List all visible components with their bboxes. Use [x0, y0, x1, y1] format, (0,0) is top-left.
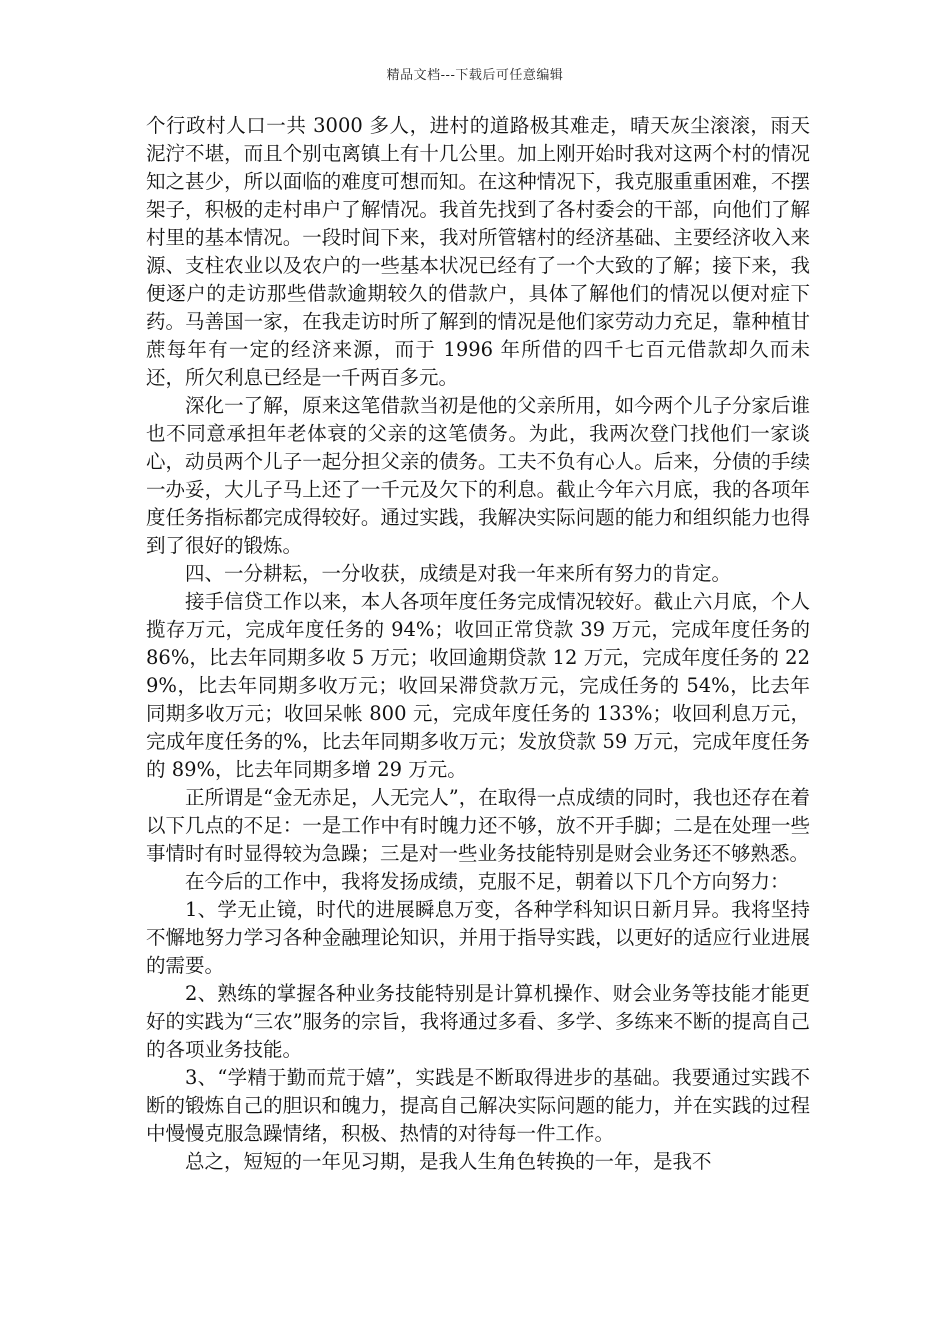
list-item-2: 2、熟练的掌握各种业务技能特别是计算机操作、财会业务等技能才能更好的实践为“三农”服务的宗旨，我将通过多看、多学、多练来不断的提高自己的各项业务技能。	[146, 982, 810, 1061]
paragraph-5: 在今后的工作中，我将发扬成绩，克服不足，朝着以下几个方向努力：	[185, 870, 790, 893]
paragraph-2: 深化一了解，原来这笔借款当初是他的父亲所用，如今两个儿子分家后谁也不同意承担年老体衰的父亲的这笔债务。为此，我两次登门找他们一家谈心，动员两个儿子一起分担父亲的债务。工夫不负有心人。后来，分债的手续一办妥，大儿子马上还了一千元及欠下的利息。截止今年六月底，我的各项年度任务指标都完成得较好。通过实践，我解决实际问题的能力和组织能力也得到了很好的锻炼。	[146, 394, 810, 557]
section-heading-4: 四、一分耕耘，一分收获，成绩是对我一年来所有努力的肯定。	[185, 562, 732, 585]
paragraph-6: 总之，短短的一年见习期，是我人生角色转换的一年，是我不	[185, 1150, 712, 1173]
paragraph-1: 个行政村人口一共 3000 多人，进村的道路极其难走，晴天灰尘滚滚，雨天泥泞不堪，而且个别屯离镇上有十几公里。加上刚开始时我对这两个村的情况知之甚少，所以面临的难度可想而知。在这种情况下，我克服重重困难，不摆架子，积极的走村串户了解情况。我首先找到了各村委会的干部，向他们了解村里的基本情况。一段时间下来，我对所管辖村的经济基础、主要经济收入来源、支柱农业以及农户的一些基本状况已经有了一个大致的了解；接下来，我便逐户的走访那些借款逾期较久的借款户，具体了解他们的情况以便对症下药。马善国一家，在我走访时所了解到的情况是他们家劳动力充足，靠种植甘蔗每年有一定的经济来源，而于 1996 年所借的四千七百元借款却久而未还，所欠利息已经是一千两百多元。	[146, 114, 810, 389]
page-header: 精品文档---下载后可任意编辑	[386, 68, 564, 83]
list-item-1: 1、学无止镜，时代的进展瞬息万变，各种学科知识日新月异。我将坚持不懈地努力学习各种金融理论知识，并用于指导实践，以更好的适应行业进展的需要。	[146, 898, 810, 977]
paragraph-3: 接手信贷工作以来，本人各项年度任务完成情况较好。截止六月底，个人揽存万元，完成年度任务的 94%；收回正常贷款 39 万元，完成年度任务的 86%，比去年同期多收 5 万元；收回逾期贷款 12 万元，完成年度任务的 229%，比去年同期多收万元；收回呆滞贷款万元，完成任务的 54%，比去年同期多收万元；收回呆帐 800 元，完成年度任务的 133%；收回利息万元，完成年度任务的%，比去年同期多收万元；发放贷款 59 万元，完成年度任务的 89%，比去年同期多增 29 万元。	[146, 590, 810, 781]
list-item-3: 3、“学精于勤而荒于嬉”，实践是不断取得进步的基础。我要通过实践不断的锻炼自己的胆识和魄力，提高自己解决实际问题的能力，并在实践的过程中慢慢克服急躁情绪，积极、热情的对待每一件工作。	[146, 1066, 810, 1145]
document-body	[146, 112, 810, 1176]
paragraph-4: 正所谓是“金无赤足，人无完人”，在取得一点成绩的同时，我也还存在着以下几点的不足：一是工作中有时魄力还不够，放不开手脚；二是在处理一些事情时有时显得较为急躁；三是对一些业务技能特别是财会业务还不够熟悉。	[146, 786, 810, 865]
